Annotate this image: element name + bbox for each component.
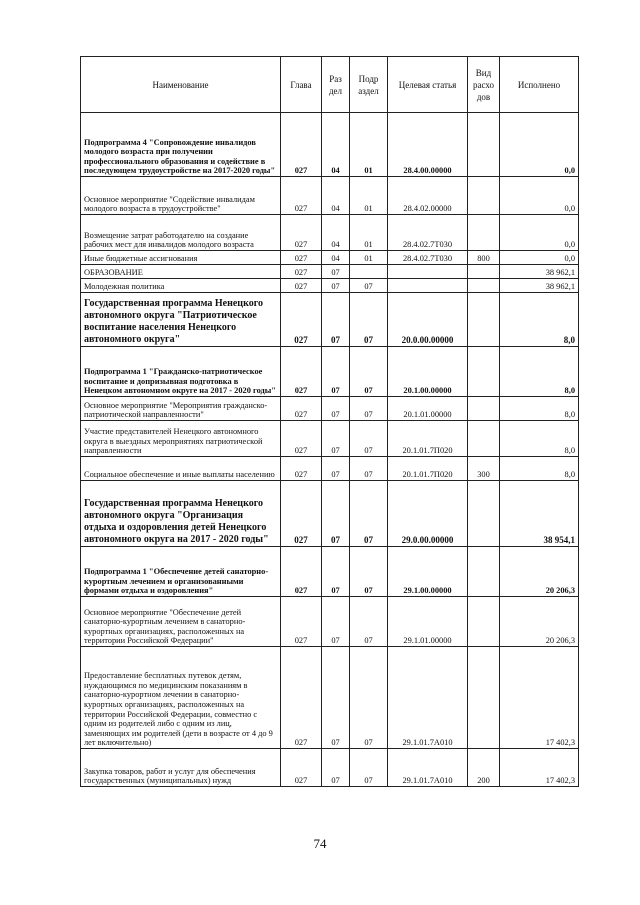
row-amount: 17 402,3	[500, 647, 579, 749]
row-target: 20.1.00.00000	[388, 347, 468, 397]
row-podrazdel	[350, 265, 388, 279]
row-target: 28.4.00.00000	[388, 113, 468, 177]
row-razdel: 04	[322, 113, 350, 177]
row-amount: 8,0	[500, 421, 579, 457]
row-razdel: 07	[322, 597, 350, 647]
row-amount: 20 206,3	[500, 597, 579, 647]
table-row	[81, 647, 579, 749]
row-target: 29.1.01.7А010	[388, 647, 468, 749]
row-name: Молодежная политика	[81, 279, 281, 293]
row-vid	[468, 421, 500, 457]
table-header-row	[81, 57, 579, 113]
row-glava: 027	[281, 293, 322, 347]
row-podrazdel: 01	[350, 215, 388, 251]
header-done: Исполнено	[500, 57, 579, 113]
row-vid	[468, 265, 500, 279]
table-row	[81, 215, 579, 251]
table-row	[81, 251, 579, 265]
row-glava: 027	[281, 265, 322, 279]
row-target: 20.1.01.7П020	[388, 457, 468, 481]
row-name: Государственная программа Ненецкого автономного округа "Патриотическое воспитание населения Ненецкого автономного округа"	[81, 293, 281, 347]
row-vid	[468, 279, 500, 293]
row-razdel: 04	[322, 215, 350, 251]
budget-table	[80, 56, 579, 787]
row-podrazdel: 07	[350, 293, 388, 347]
row-glava: 027	[281, 113, 322, 177]
row-vid	[468, 347, 500, 397]
row-vid	[468, 177, 500, 215]
row-razdel: 07	[322, 347, 350, 397]
row-vid	[468, 215, 500, 251]
row-vid: 200	[468, 749, 500, 787]
row-razdel: 07	[322, 481, 350, 547]
row-target: 29.0.00.00000	[388, 481, 468, 547]
row-razdel: 07	[322, 421, 350, 457]
row-razdel: 07	[322, 749, 350, 787]
row-glava: 027	[281, 547, 322, 597]
row-target: 28.4.02.7Т030	[388, 251, 468, 265]
row-target: 20.1.01.00000	[388, 397, 468, 421]
row-podrazdel: 07	[350, 647, 388, 749]
row-amount: 8,0	[500, 397, 579, 421]
row-razdel: 07	[322, 293, 350, 347]
table-row	[81, 749, 579, 787]
header-vid: Вид расхо дов	[468, 57, 500, 113]
table-row	[81, 177, 579, 215]
row-podrazdel: 01	[350, 113, 388, 177]
row-amount: 38 962,1	[500, 265, 579, 279]
row-target	[388, 279, 468, 293]
row-name: Предоставление бесплатных путевок детям, нуждающимся по медицинским показаниям в санаторно-курортном лечении в санаторно-курортных организациях, расположенных на территории Российской Федерации, совместно с одним из родителей либо с одним из лиц, заменяющих им родителей (дети в возрасте от 4 до 9 лет включительно)	[81, 647, 281, 749]
table-row	[81, 597, 579, 647]
row-amount: 20 206,3	[500, 547, 579, 597]
row-glava: 027	[281, 481, 322, 547]
row-vid	[468, 481, 500, 547]
row-glava: 027	[281, 397, 322, 421]
row-target: 20.1.01.7П020	[388, 421, 468, 457]
row-name: Основное мероприятие "Мероприятия гражданско-патриотической направленности"	[81, 397, 281, 421]
row-name: Подпрограмма 1 "Гражданско-патриотическое воспитание и допризывная подготовка в Ненецком автономном округе на 2017 - 2020 годы"	[81, 347, 281, 397]
row-name: Иные бюджетные ассигнования	[81, 251, 281, 265]
row-vid	[468, 597, 500, 647]
row-name: Подпрограмма 4 "Сопровождение инвалидов молодого возраста при получении профессионального образования и содействие в последующем трудоустройстве на 2017-2020 годы"	[81, 113, 281, 177]
row-razdel: 04	[322, 251, 350, 265]
row-amount: 8,0	[500, 293, 579, 347]
row-podrazdel: 07	[350, 347, 388, 397]
row-name: Подпрограмма 1 "Обеспечение детей санаторно-курортным лечением и организованными формами отдыха и оздоровления"	[81, 547, 281, 597]
row-podrazdel: 07	[350, 421, 388, 457]
row-target: 29.1.01.00000	[388, 597, 468, 647]
row-glava: 027	[281, 749, 322, 787]
row-glava: 027	[281, 597, 322, 647]
row-amount: 0,0	[500, 177, 579, 215]
row-name: ОБРАЗОВАНИЕ	[81, 265, 281, 279]
table-row	[81, 265, 579, 279]
row-vid: 300	[468, 457, 500, 481]
row-podrazdel: 07	[350, 457, 388, 481]
row-razdel: 04	[322, 177, 350, 215]
header-razdel: Раз дел	[322, 57, 350, 113]
table-row	[81, 279, 579, 293]
row-amount: 38 962,1	[500, 279, 579, 293]
table-row	[81, 547, 579, 597]
row-glava: 027	[281, 279, 322, 293]
row-target: 29.1.01.7А010	[388, 749, 468, 787]
row-glava: 027	[281, 251, 322, 265]
row-amount: 8,0	[500, 347, 579, 397]
row-razdel: 07	[322, 647, 350, 749]
row-amount: 8,0	[500, 457, 579, 481]
row-podrazdel: 07	[350, 547, 388, 597]
row-name: Участие представителей Ненецкого автономного округа в выездных мероприятиях патриотической направленности	[81, 421, 281, 457]
row-podrazdel: 01	[350, 251, 388, 265]
row-glava: 027	[281, 177, 322, 215]
row-podrazdel: 07	[350, 597, 388, 647]
row-vid	[468, 113, 500, 177]
row-name: Социальное обеспечение и иные выплаты населению	[81, 457, 281, 481]
row-vid	[468, 647, 500, 749]
header-target: Целевая статья	[388, 57, 468, 113]
row-podrazdel: 07	[350, 481, 388, 547]
row-name: Закупка товаров, работ и услуг для обеспечения государственных (муниципальных) нужд	[81, 749, 281, 787]
row-target	[388, 265, 468, 279]
row-amount: 0,0	[500, 251, 579, 265]
row-vid: 800	[468, 251, 500, 265]
row-target: 28.4.02.7Т030	[388, 215, 468, 251]
table-row	[81, 457, 579, 481]
row-amount: 0,0	[500, 215, 579, 251]
header-glava: Глава	[281, 57, 322, 113]
row-glava: 027	[281, 421, 322, 457]
row-amount: 17 402,3	[500, 749, 579, 787]
table-row	[81, 397, 579, 421]
row-target: 28.4.02.00000	[388, 177, 468, 215]
table-row	[81, 113, 579, 177]
row-name: Основное мероприятие "Содействие инвалидам молодого возраста в трудоустройстве"	[81, 177, 281, 215]
row-razdel: 07	[322, 265, 350, 279]
table-row	[81, 421, 579, 457]
row-glava: 027	[281, 457, 322, 481]
row-glava: 027	[281, 347, 322, 397]
row-name: Государственная программа Ненецкого автономного округа "Организация отдыха и оздоровления детей Ненецкого автономного округа на 2017 - 2020 годы"	[81, 481, 281, 547]
row-podrazdel: 07	[350, 749, 388, 787]
row-razdel: 07	[322, 279, 350, 293]
row-podrazdel: 07	[350, 397, 388, 421]
row-name: Основное мероприятие "Обеспечение детей санаторно-курортным лечением в санаторно-курортных организациях, расположенных на территории Российской Федерации"	[81, 597, 281, 647]
row-target: 20.0.00.00000	[388, 293, 468, 347]
row-glava: 027	[281, 215, 322, 251]
row-razdel: 07	[322, 457, 350, 481]
row-target: 29.1.00.00000	[388, 547, 468, 597]
row-vid	[468, 293, 500, 347]
table-row	[81, 347, 579, 397]
header-name: Наименование	[81, 57, 281, 113]
row-name: Возмещение затрат работодателю на создание рабочих мест для инвалидов молодого возраста	[81, 215, 281, 251]
row-amount: 0,0	[500, 113, 579, 177]
table-row	[81, 481, 579, 547]
row-podrazdel: 01	[350, 177, 388, 215]
page-number: 74	[313, 836, 327, 851]
row-vid	[468, 547, 500, 597]
row-amount: 38 954,1	[500, 481, 579, 547]
table-row	[81, 293, 579, 347]
row-razdel: 07	[322, 397, 350, 421]
row-glava: 027	[281, 647, 322, 749]
row-vid	[468, 397, 500, 421]
row-podrazdel: 07	[350, 279, 388, 293]
header-podrazdel: Подр аздел	[350, 57, 388, 113]
row-razdel: 07	[322, 547, 350, 597]
